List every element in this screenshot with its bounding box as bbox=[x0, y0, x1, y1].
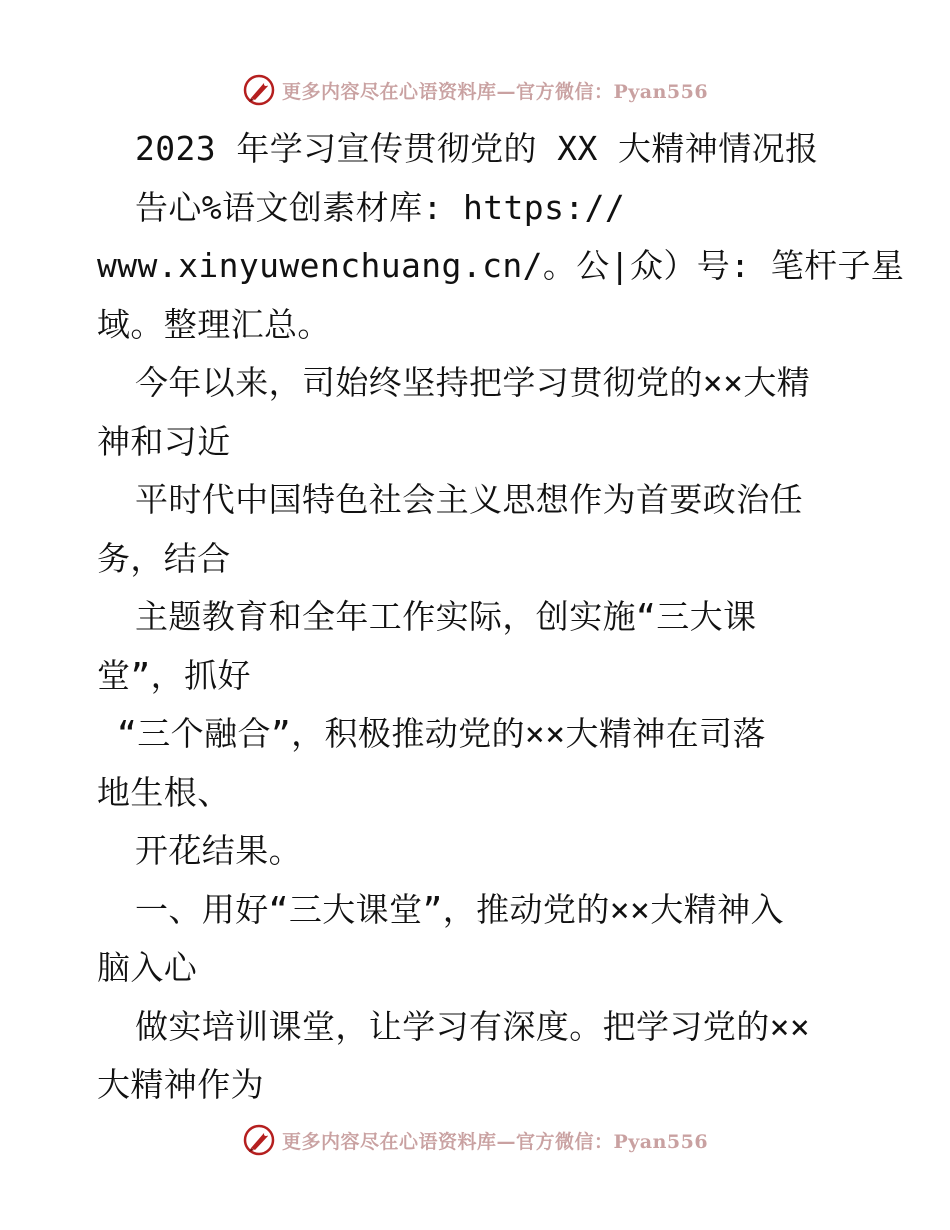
paragraph-line: 主题教育和全年工作实际，创实施“三大课 bbox=[135, 597, 757, 636]
paragraph-line: 地生根、 bbox=[97, 772, 231, 812]
paragraph-line: 平时代中国特色社会主义思想作为首要政治任 bbox=[135, 480, 803, 519]
paragraph-line: 今年以来，司始终坚持把学习贯彻党的××大精 bbox=[135, 363, 811, 402]
footer-banner[interactable] bbox=[0, 1120, 950, 1160]
title-line-2[interactable]: 告心%语文创素材库: https:// bbox=[135, 187, 626, 227]
header-banner-text: 更多内容尽在心语资料库—官方微信：Pyan556 bbox=[281, 80, 709, 103]
pen-logo-icon bbox=[242, 1123, 276, 1157]
title-line-4: 域。整理汇总。 bbox=[97, 304, 331, 344]
title-line-1: 2023 年学习宣传贯彻党的 XX 大精神情况报 bbox=[135, 129, 819, 168]
footer-banner-text: 更多内容尽在心语资料库—官方微信：Pyan556 bbox=[281, 1130, 709, 1153]
header-banner[interactable] bbox=[0, 70, 950, 110]
title-line-3[interactable]: www.xinyuwenchuang.cn/。公|众）号: 笔杆子星 bbox=[97, 246, 905, 285]
document-body bbox=[97, 120, 905, 1115]
paragraph-line: “三个融合”，积极推动党的××大精神在司落 bbox=[117, 714, 766, 753]
paragraph-line: 开花结果。 bbox=[135, 831, 302, 870]
section-heading-line: 一、用好“三大课堂”，推动党的××大精神入 bbox=[135, 889, 784, 929]
section-heading-line: 脑入心 bbox=[97, 948, 198, 987]
paragraph-line: 神和习近 bbox=[97, 421, 231, 461]
paragraph-line: 务，结合 bbox=[97, 538, 231, 578]
paragraph-line: 大精神作为 bbox=[97, 1065, 264, 1104]
paragraph-line: 做实培训课堂，让学习有深度。把学习党的×× bbox=[135, 1006, 811, 1046]
paragraph-line: 堂”，抓好 bbox=[97, 655, 251, 695]
pen-logo-icon bbox=[242, 73, 276, 107]
